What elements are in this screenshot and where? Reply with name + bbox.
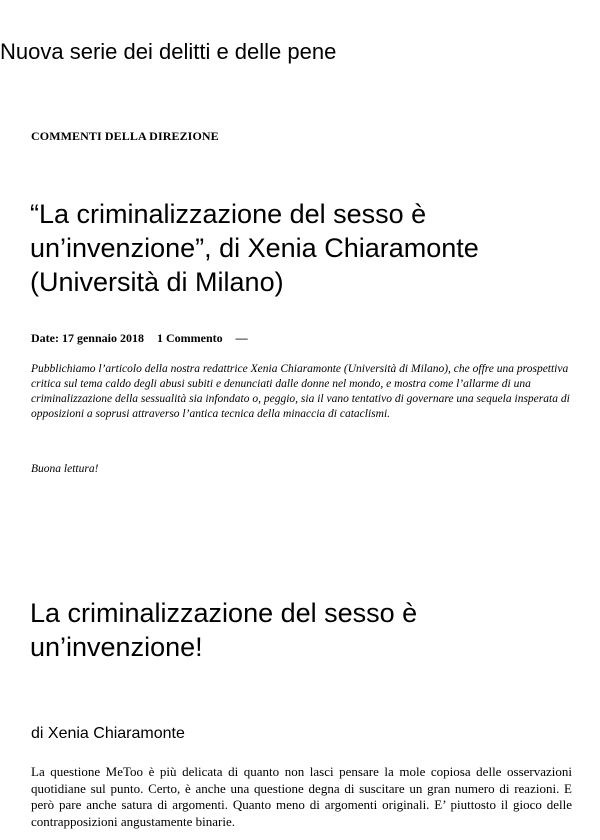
article-body: La questione MeToo è più delicata di quanto non lasci pensare la mole copiosa delle osservazioni quotidiane sul punto. Certo, è anche una questione degna di suscitare un gran numero di reazioni. E però pare anche satura di argomenti. Quanto meno di argomenti originali. E’ piuttosto il gioco delle contrapposizioni angustamente binarie. — [31, 764, 572, 829]
post-date: Date: 17 gennaio 2018 — [31, 331, 144, 345]
post-title[interactable]: “La criminalizzazione del sesso è un’invenzione”, di Xenia Chiaramonte (Università di Milano) — [30, 199, 479, 297]
category-label[interactable]: COMMENTI DELLA DIREZIONE — [31, 129, 219, 143]
article-byline: di Xenia Chiaramonte — [31, 725, 185, 742]
closing-line: Buona lettura! — [31, 463, 99, 475]
meta-separator: — — [235, 331, 248, 345]
post-meta — [31, 331, 248, 346]
article-heading: La criminalizzazione del sesso è un’invenzione! — [30, 598, 418, 662]
intro-paragraph: Pubblichiamo l’articolo della nostra redattrice Xenia Chiaramonte (Università di Milano), che offre una prospettiva critica sul tema caldo degli abusi subiti e denunciati dalle donne nel mondo, e mostra come l’allarme di una criminalizzazione della sessualità sia infondato o, peggio, sia il vano tentativo di governare una sequela insperata di opposizioni a soprusi attraverso l’antica tecnica della minaccia di cataclismi. — [31, 363, 570, 420]
site-title[interactable]: Nuova serie dei delitti e delle pene — [0, 39, 337, 64]
comments-link[interactable]: 1 Commento — [157, 331, 223, 345]
